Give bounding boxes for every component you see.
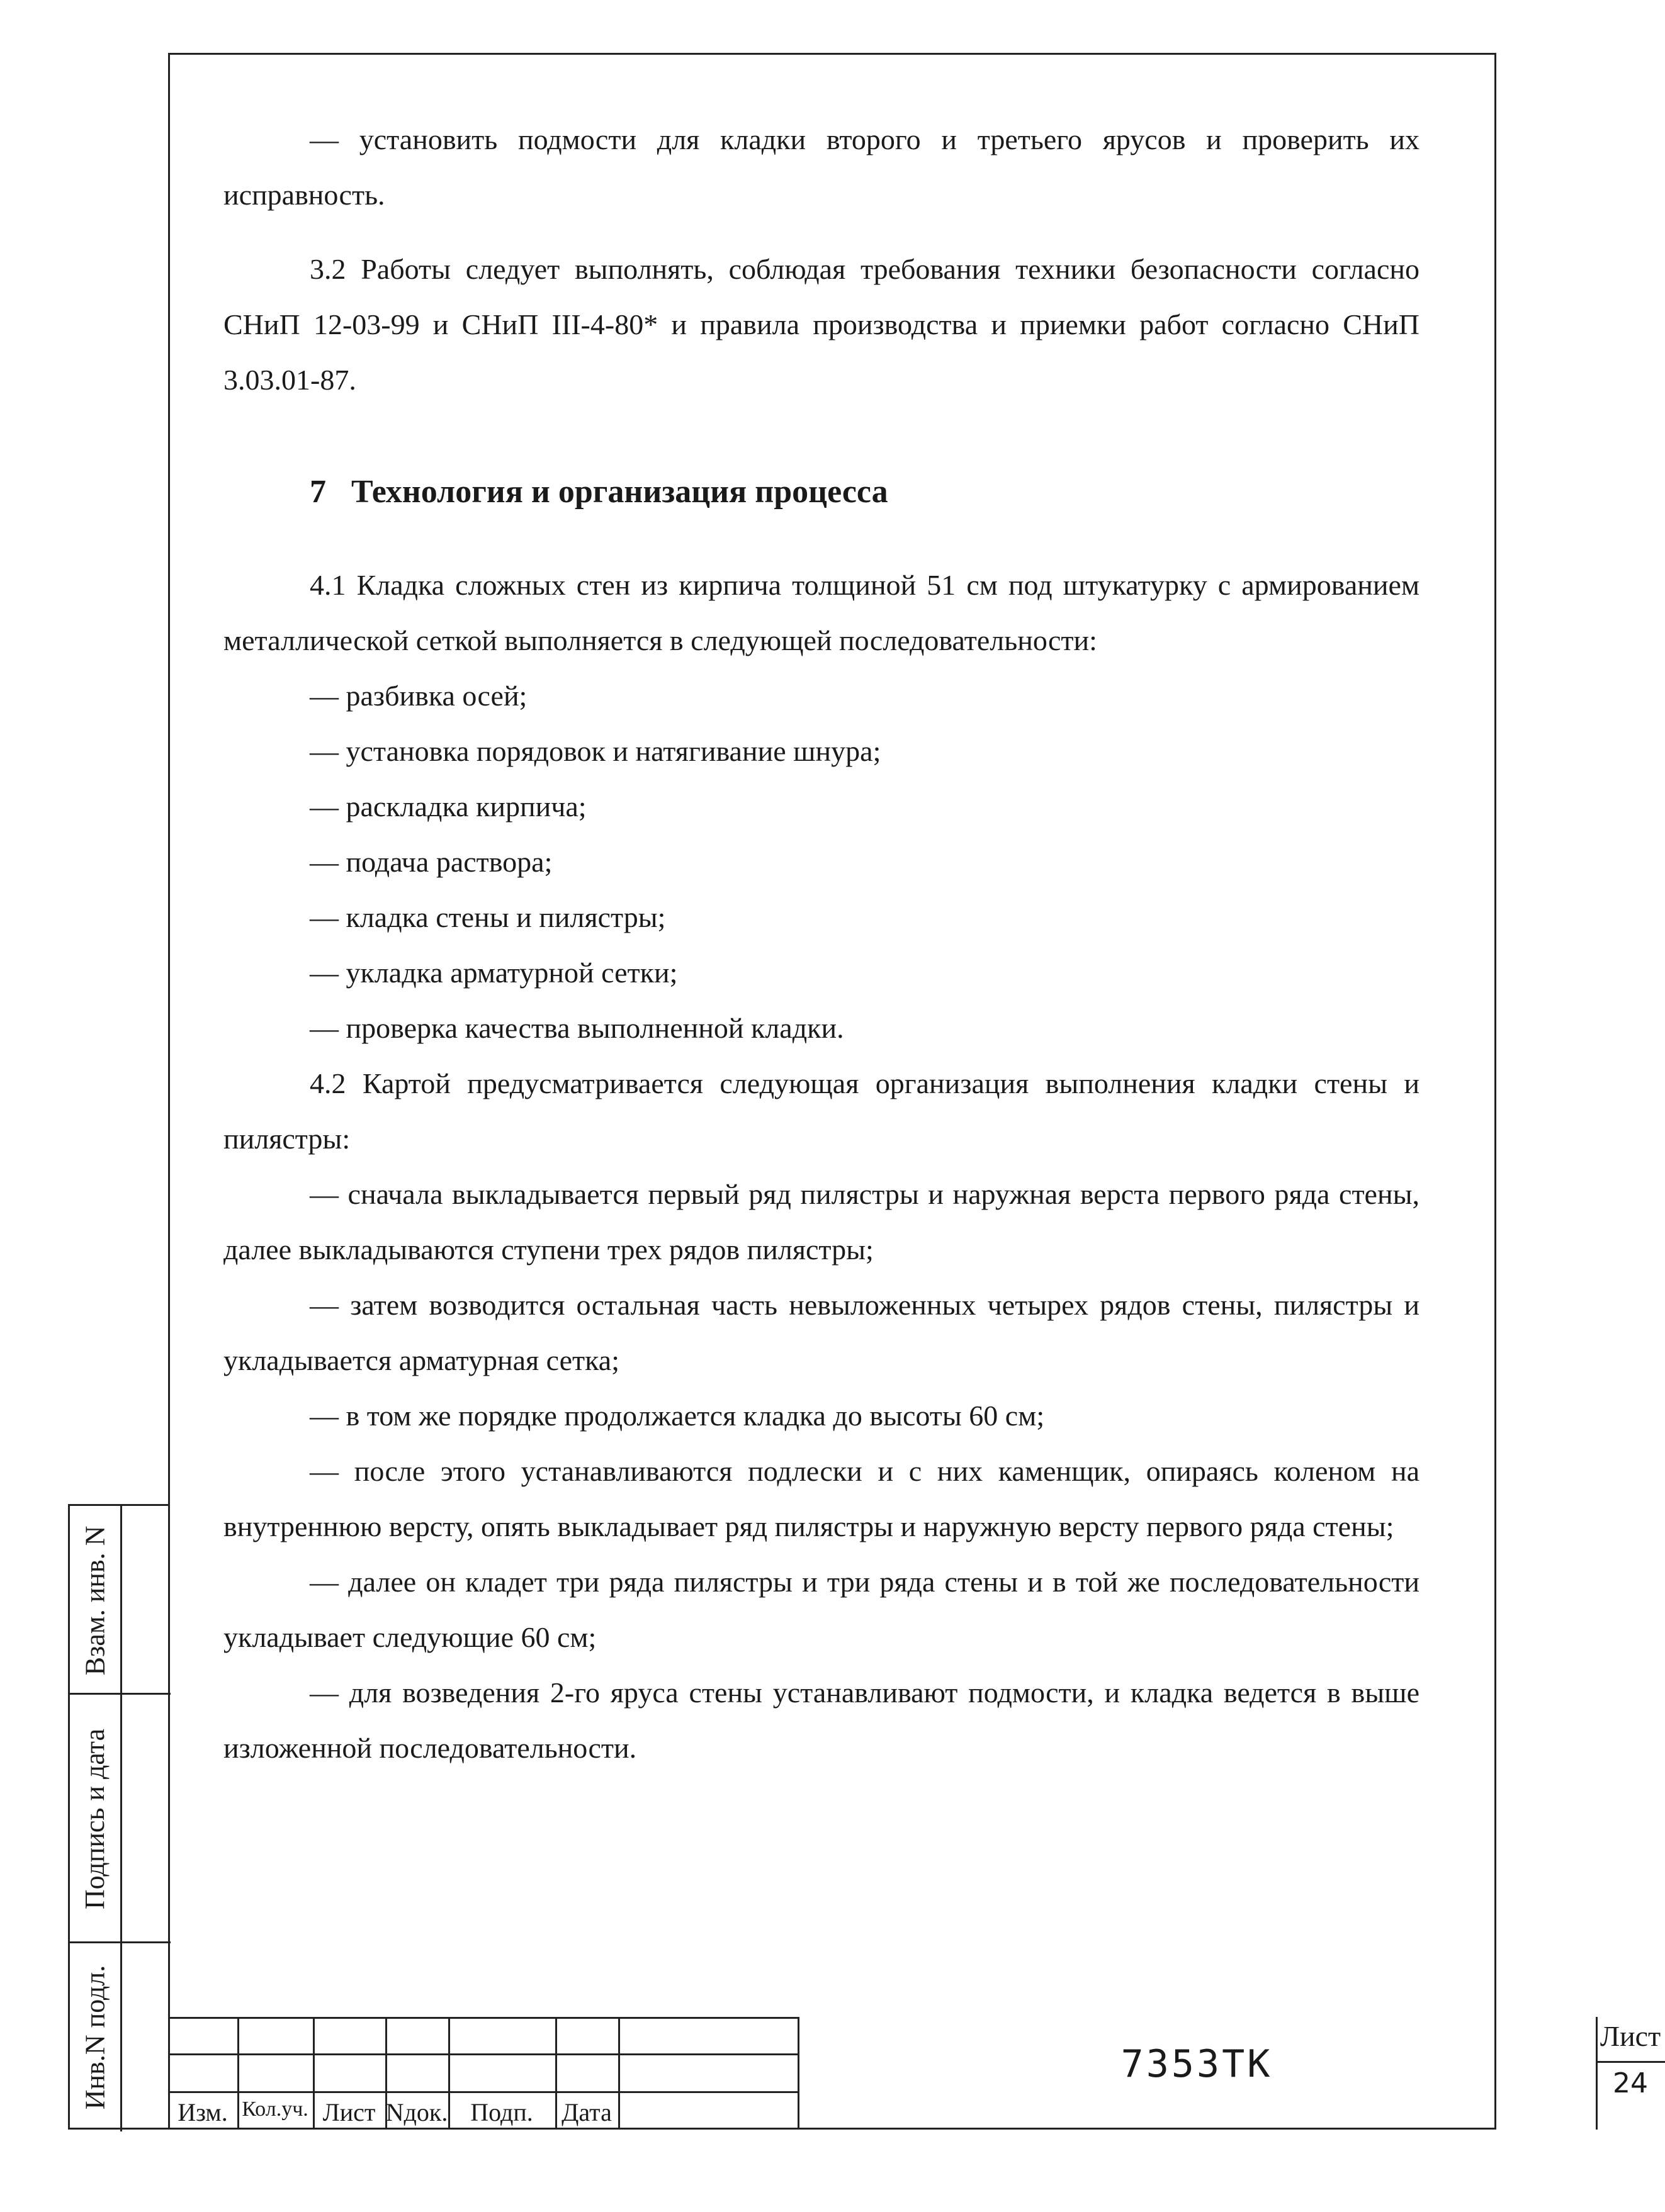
list-item: — проверка качества выполненной кладки. [310,1012,844,1044]
step-item: — сначала выкладывается первый ряд пилястры и наружная верста первого ряда стены, далее выкладываются ступени трех рядов пилястры; [223,1178,1419,1266]
title-block [168,2017,1661,2130]
step-item: — для возведения 2-го яруса стены устанавливают подмости, и кладка ведется в выше изложенной последовательности. [223,1676,1419,1764]
list-item: — подача раствора; [310,846,553,878]
header-list: Лист [322,2098,376,2126]
step-item: — в том же порядке продолжается кладка до высоты 60 см; [310,1400,1045,1432]
list-item: — укладка арматурной сетки; [310,957,678,989]
section-number: 7 [310,474,326,510]
step-item: — после этого устанавливаются подлески и с них каменщик, опираясь коленом на внутреннюю версту, опять выкладывает ряд пилястры и наружную версту первого ряда стены; [223,1455,1419,1542]
section-title: Технология и организация процесса [351,474,888,510]
document-body [223,112,1419,1776]
paragraph: — установить подмости для кладки второго и третьего ярусов и проверить их исправность. [223,123,1419,211]
step-item: — затем возводится остальная часть невыложенных четырех рядов стены, пилястры и укладывается арматурная сетка; [223,1289,1419,1376]
header-data: Дата [562,2098,612,2126]
document-code: 7353ТК [1120,2042,1273,2086]
paragraph: 4.2 Картой предусматривается следующая организация выполнения кладки стены и пилястры: [223,1067,1419,1155]
section-heading [310,464,1419,520]
list-item: — кладка стены и пилястры; [310,901,666,933]
header-kol-uch: Кол.уч. [242,2097,308,2121]
side-stamp [68,1504,169,2130]
paragraph: 3.2 Работы следует выполнять, соблюдая требования техники безопасности согласно СНиП 12-03-99 и СНиП III-4-80* и правила производства и приемки работ согласно СНиП 3.03.01-87. [223,253,1419,396]
podpis-data-label: Подпись и дата [79,1728,111,1910]
header-ndok: Nдок. [385,2098,448,2126]
inv-podl-label: Инв.N подл. [79,1965,111,2110]
paragraph: 4.1 Кладка сложных стен из кирпича толщиной 51 см под штукатурку с армированием металлической сеткой выполняется в следующей последовательности: [223,569,1419,656]
list-item: — установка порядовок и натягивание шнура; [310,735,881,767]
list-item: — разбивка осей; [310,680,528,712]
list-item: — раскладка кирпича; [310,790,587,822]
sheet-number: 24 [1613,2067,1648,2099]
header-podp: Подп. [470,2098,533,2126]
step-item: — далее он кладет три ряда пилястры и три ряда стены и в той же последовательности укладывает следующие 60 см; [223,1566,1419,1653]
sheet-label: Лист [1600,2020,1661,2052]
vzam-inv-label: Взам. инв. N [79,1525,111,1675]
header-izm: Изм. [178,2098,228,2126]
